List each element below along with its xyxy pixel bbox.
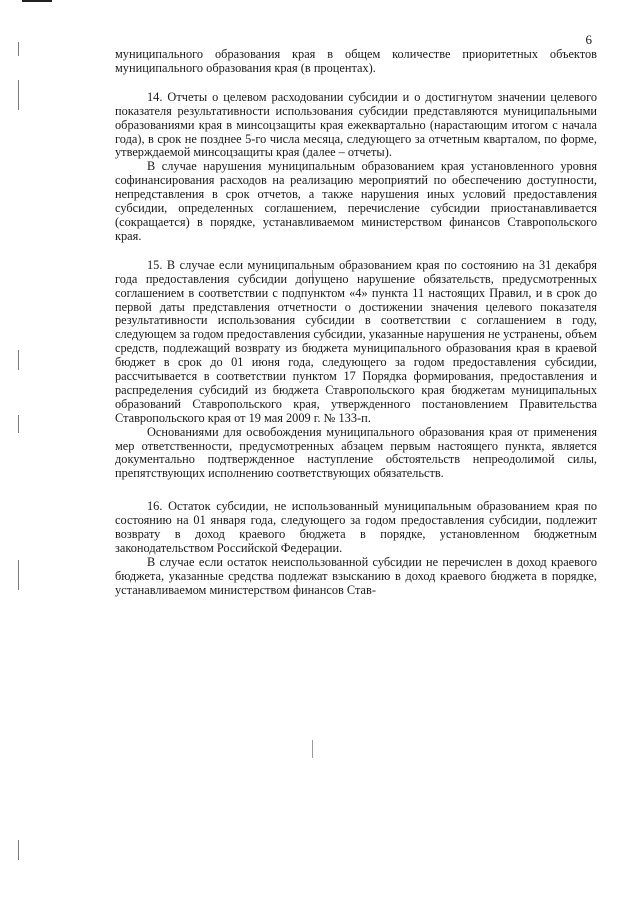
scan-margin-mark <box>18 415 19 433</box>
scan-edge-mark <box>22 0 52 2</box>
scan-margin-mark <box>18 840 19 860</box>
paragraph-item-14-violation: В случае нарушения муниципальным образованием края установленного уровня софинансирования расходов на реализацию мероприятий по обеспечению доступности, непредставления в срок отчетов, а также нарушения иных условий предоставления субсидии, определенных соглашением, перечисление субсидии приостанавливается (сокращается) в порядке, устанавливаемом министерством финансов Ставропольского края. <box>115 159 597 243</box>
page-number: 6 <box>585 32 592 47</box>
paragraph-item-15-exemption: Основаниями для освобождения муниципального образования края от применения мер ответственности, предусмотренных абзацем первым настоящего пункта, является документально подтвержденное наступление обстоятельств непреодолимой силы, препятствующих исполнению соответствующих обязательств. <box>115 424 597 481</box>
scan-margin-mark <box>18 350 19 370</box>
paragraph-item-15: 15. В случае если муниципальным образованием края по состоянию на 31 декабря года предоставления субсидии допущено нарушение обязательств, предусмотренных соглашением в соответствии с подпунктом «4» пункта 11 настоящих Правил, и в срок до первой даты представления отчетности о достижении значения целевого показателя результативности использования субсидии в соответствии с соглашением в году, следующем за годом предоставления субсидии, указанные нарушения не устранены, объем средств, подлежащий возврату из бюджета муниципального образования края в краевой бюджет в срок до 01 июня года, следующего за годом предоставления субсидии, рассчитывается в соответствии пунктом 17 Порядка формирования, предоставления и распределения субсидий из бюджета Ставропольского края бюджетам муниципальных образований Ставропольского края, утвержденного постановлением Правительства Ставропольского края от 19 мая 2009 г. № 133-п. <box>115 257 597 425</box>
scan-margin-mark <box>18 42 19 56</box>
scan-margin-mark <box>18 80 19 110</box>
scan-margin-mark <box>18 560 19 590</box>
document-body <box>115 48 597 598</box>
paragraph-item-14: 14. Отчеты о целевом расходовании субсидии и о достигнутом значении целевого показателя результативности использования субсидии представляются муниципальными образованиями края в минсоцзащиты края ежеквартально (нарастающим итогом с начала года), в срок не позднее 5-го числа месяца, следующего за отчетным кварталом, по форме, утверждаемой минсоцзащиты края (далее – отчеты). <box>115 89 597 160</box>
paragraph-item-16: 16. Остаток субсидии, не использованный муниципальным образованием края по состоянию на 01 января года, следующего за годом предоставления субсидии, подлежит возврату в доход краевого бюджета в порядке, установленном бюджетным законодательством Российской Федерации. <box>115 499 597 555</box>
paragraph-item-16-collection: В случае если остаток неиспользованной субсидии не перечислен в доход краевого бюджета, указанные средства подлежат взысканию в доход краевого бюджета в порядке, устанавливаемом министерством финансов Став- <box>115 554 597 597</box>
scan-center-mark <box>312 740 313 758</box>
paragraph-continuation: муниципального образования края в общем количестве приоритетных объектов муниципального образования края (в процентах). <box>115 47 597 75</box>
